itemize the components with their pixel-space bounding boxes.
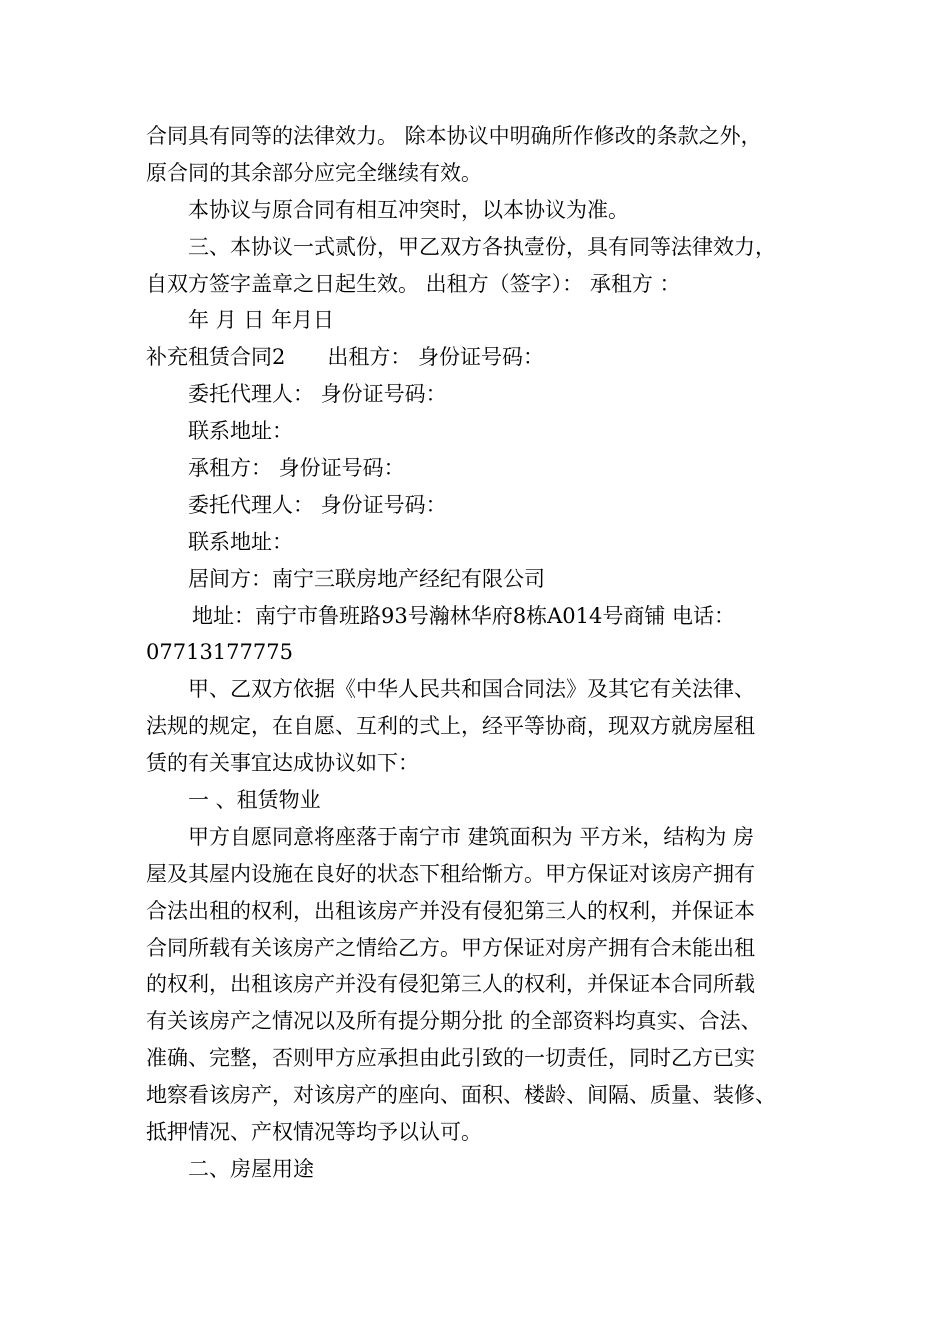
paragraph-line: 合同所载有关该房产之情给乙方。甲方保证对房产拥有合未能出租 [146, 935, 755, 960]
paragraph-line: 原合同的其余部分应完全继续有效。 [146, 160, 482, 185]
date-line: 年 月 日 年月日 [188, 308, 335, 333]
address-line: 地址：南宁市鲁班路93号瀚林华府8栋A014号商铺 电话： [192, 603, 736, 628]
contact-address-line: 联系地址： [188, 529, 293, 554]
contact-address-line: 联系地址： [188, 419, 293, 444]
paragraph-line: 的权利，出租该房产并没有侵犯第三人的权利，并保证本合同所载 [146, 972, 755, 997]
phone-number: 07713177775 [146, 640, 293, 665]
paragraph-line: 自双方签字盖章之日起生效。 出租方（签字）： 承租方 ： [146, 271, 681, 296]
paragraph-line: 甲方自愿同意将座落于南宁市 建筑面积为 平方米，结构为 房 [188, 824, 755, 849]
intermediary-line: 居间方：南宁三联房地产经纪有限公司 [188, 566, 545, 591]
paragraph-line: 地察看该房产，对该房产的座向、面积、楼龄、间隔、质量、装修、 [146, 1083, 776, 1108]
paragraph-line: 准确、完整，否则甲方应承担由此引致的一切责任，同时乙方已实 [146, 1046, 755, 1071]
agent-id-line: 委托代理人： 身份证号码： [188, 382, 447, 407]
agent-id-line: 委托代理人： 身份证号码： [188, 492, 447, 517]
supplement-header-line [146, 339, 836, 376]
paragraph-line: 甲、乙双方依据《中华人民共和国合同法》及其它有关法律、 [188, 677, 755, 702]
lessee-id-line: 承租方： 身份证号码： [188, 456, 405, 481]
section-heading: 一 、租赁物业 [188, 788, 321, 813]
section-heading: 二、房屋用途 [188, 1156, 314, 1181]
paragraph-line: 有关该房产之情况以及所有提分期分批 的全部资料均真实、合法、 [146, 1009, 762, 1034]
paragraph-line: 抵押情况、产权情况等均予以认可。 [146, 1120, 482, 1145]
paragraph-line: 法规的规定，在自愿、互利的弍上，经平等协商，现双方就房屋租 [146, 714, 755, 739]
paragraph-line: 本协议与原合同有相互冲突时，以本协议为准。 [188, 197, 629, 222]
paragraph-line: 屋及其屋内设施在良好的状态下租给惭方。甲方保证对该房产拥有 [146, 861, 755, 886]
supplement-title: 补充租赁合同2 [146, 345, 286, 370]
paragraph-line: 三、本协议一式贰份，甲乙双方各执壹份，具有同等法律效力， [188, 234, 776, 259]
paragraph-line: 合法出租的权利，出租该房产并没有侵犯第三人的权利，并保证本 [146, 898, 755, 923]
paragraph-line: 赁的有关事宜达成协议如下： [146, 751, 419, 776]
paragraph-line: 合同具有同等的法律效力。 除本协议中明确所作修改的条款之外， [146, 124, 762, 148]
document-body [146, 118, 836, 1188]
lessor-id-line: 出租方： 身份证号码： [327, 345, 545, 370]
